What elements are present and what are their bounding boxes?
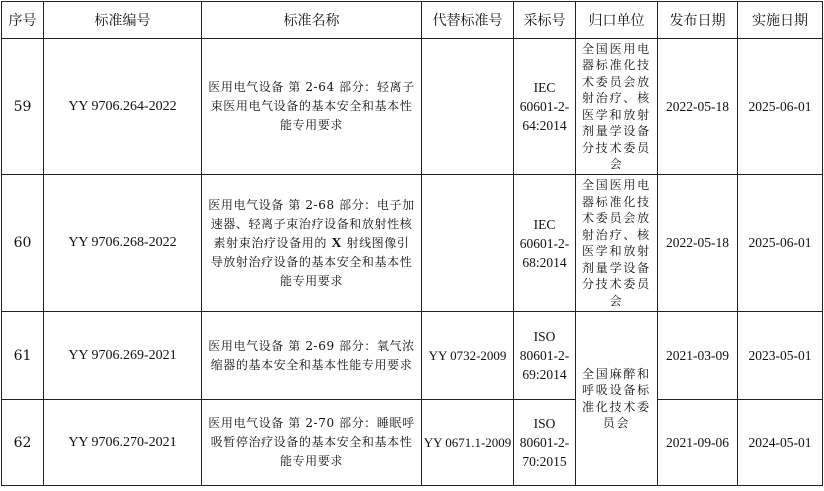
row-replaced: YY 0732-2009 (422, 312, 514, 400)
header-adopted: 采标号 (514, 2, 576, 39)
row-replaced (422, 39, 514, 175)
row-implement-date: 2024-05-01 (738, 400, 823, 486)
table-row (2, 39, 823, 175)
row-name: 医用电气设备 第 2-69 部分：氧气浓缩器的基本安全和基本性能专用要求 (202, 312, 422, 400)
row-adopted: IEC 60601-2-68:2014 (514, 175, 576, 312)
header-publish-date: 发布日期 (658, 2, 738, 39)
table-row (2, 175, 823, 312)
header-implement-date: 实施日期 (738, 2, 823, 39)
header-unit: 归口单位 (576, 2, 658, 39)
row-name-part: 射线图像引导放射治疗设备的基本安全和基本性能专用要求 (210, 235, 413, 288)
row-name: 医用电气设备 第 2-70 部分：睡眠呼吸暂停治疗设备的基本安全和基本性能专用要求 (202, 400, 422, 486)
row-adopted: ISO 80601-2-69:2014 (514, 312, 576, 400)
row-adopted: ISO 80601-2-70:2015 (514, 400, 576, 486)
row-code: YY 9706.264-2022 (44, 39, 202, 175)
row-name: 医用电气设备 第 2-64 部分：轻离子束医用电气设备的基本安全和基本性能专用要求 (202, 39, 422, 175)
row-publish-date: 2021-03-09 (658, 312, 738, 400)
row-name (202, 175, 422, 312)
header-seq: 序号 (2, 2, 44, 39)
row-code: YY 9706.268-2022 (44, 175, 202, 312)
row-seq: 61 (2, 312, 44, 400)
table-row (2, 312, 823, 400)
header-replaced: 代替标准号 (422, 2, 514, 39)
row-unit: 全国医用电器标准化技术委员会放射治疗、核医学和放射剂量学设备分技术委员会 (576, 39, 658, 175)
row-name-bold-x: X (331, 235, 343, 251)
row-seq: 62 (2, 400, 44, 486)
row-publish-date: 2022-05-18 (658, 39, 738, 175)
row-implement-date: 2023-05-01 (738, 312, 823, 400)
row-seq: 60 (2, 175, 44, 312)
row-publish-date: 2022-05-18 (658, 175, 738, 312)
row-adopted: IEC 60601-2-64:2014 (514, 39, 576, 175)
row-unit: 全国医用电器标准化技术委员会放射治疗、核医学和放射剂量学设备分技术委员会 (576, 175, 658, 312)
row-replaced (422, 175, 514, 312)
row-implement-date: 2025-06-01 (738, 39, 823, 175)
standards-table (1, 1, 823, 486)
row-seq: 59 (2, 39, 44, 175)
row-publish-date: 2021-09-06 (658, 400, 738, 486)
header-code: 标准编号 (44, 2, 202, 39)
row-unit: 全国麻醉和呼吸设备标准化技术委员会 (576, 312, 658, 486)
header-row (2, 2, 823, 39)
row-name-part: 医用电气设备 第 2-68 部分：电子加速器、轻离子束治疗设备和放射性核素射束治疗设备用的 (208, 197, 415, 250)
header-name: 标准名称 (202, 2, 422, 39)
row-replaced: YY 0671.1-2009 (422, 400, 514, 486)
row-code: YY 9706.270-2021 (44, 400, 202, 486)
row-implement-date: 2025-06-01 (738, 175, 823, 312)
row-code: YY 9706.269-2021 (44, 312, 202, 400)
table-row (2, 400, 823, 486)
